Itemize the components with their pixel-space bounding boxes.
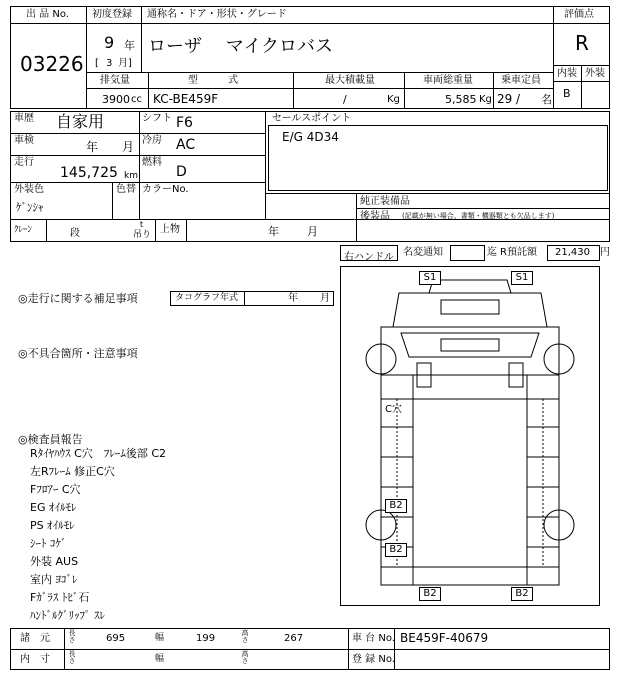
divider — [139, 111, 140, 182]
shift-value: F6 — [176, 115, 193, 131]
divider — [10, 182, 265, 183]
divider — [293, 72, 294, 109]
ac-label: 冷房 — [142, 135, 162, 146]
divider — [265, 193, 610, 194]
model-label: 型 式 — [188, 75, 238, 86]
gross-weight-unit: Kg — [479, 94, 492, 105]
length-label: 長さ — [68, 629, 76, 644]
divider — [155, 219, 156, 242]
vehicle-name: ローザ マイクロバス — [148, 36, 334, 57]
divider — [10, 155, 265, 156]
grade-label: 評価点 — [564, 9, 594, 20]
std-equipment-label: 純正装備品 — [360, 196, 410, 207]
max-load-label: 最大積載量 — [325, 75, 375, 86]
inner-height-label: 高さ — [241, 650, 249, 665]
sales-point-label: セールスポイント — [272, 113, 352, 124]
divider — [10, 649, 610, 650]
length-value: 695 — [106, 633, 126, 644]
first-reg-label: 初度登録 — [92, 9, 132, 20]
month-unit: 月] — [118, 58, 132, 69]
crane-hang: 吊り — [133, 230, 152, 240]
inspector-title: ◎検査員報告 — [18, 433, 83, 446]
mileage-label: 走行 — [14, 157, 34, 168]
divider — [86, 23, 553, 24]
report-line: ｼｰﾄ ｺｹﾞ — [30, 537, 67, 550]
displacement-label: 排気量 — [100, 75, 130, 86]
divider — [581, 65, 582, 109]
displacement: 3900 — [102, 93, 130, 106]
report-line: Fｶﾞﾗｽ ﾄﾋﾞ石 — [30, 591, 90, 604]
chassis-label: 車 台 No. — [352, 633, 395, 644]
history-value: 自家用 — [56, 112, 105, 131]
month-open: [ — [95, 58, 99, 69]
dims-label: 諸 元 — [20, 633, 50, 644]
aftermarket-note: (記載が無い場合、書類・機器類とも欠品します) — [402, 212, 555, 220]
capacity: 29 — [497, 92, 513, 106]
height-value: 267 — [284, 633, 304, 644]
max-load: / — [343, 93, 347, 106]
diagram-mark: C穴 — [385, 404, 402, 415]
capacity-unit: 名 — [541, 93, 552, 106]
divider — [10, 219, 356, 220]
crane-stage: 段 — [70, 228, 80, 239]
report-line: Rﾀｲﾔﾊｳｽ C穴 ﾌﾚｰﾑ後部 C2 — [30, 447, 166, 460]
model: KC-BE459F — [153, 92, 219, 106]
diagram-mark: B2 — [511, 587, 533, 601]
displacement-unit: cc — [131, 94, 142, 105]
report-line: 外装 AUS — [30, 555, 79, 568]
diagram-mark: B2 — [419, 587, 441, 601]
divider — [112, 182, 113, 219]
vehicle-diagram-frame — [340, 266, 600, 606]
tachograph-month-unit: 月 — [320, 293, 330, 304]
mileage-change-label: 迄 — [487, 247, 497, 258]
diagram-mark: B2 — [385, 499, 407, 513]
meter-change-box — [450, 245, 485, 261]
upper-label: 上物 — [160, 224, 180, 235]
divider — [553, 6, 554, 109]
supplement-title: ◎走行に関する補足事項 — [18, 292, 138, 305]
chassis-value: BE459F-40679 — [400, 631, 489, 645]
capacity-label: 乗車定員 — [501, 75, 541, 86]
lot-label: 出 品 No. — [26, 9, 69, 20]
width-value: 199 — [196, 633, 216, 644]
lot-number: 03226 — [20, 52, 84, 76]
divider — [139, 182, 140, 219]
divider — [86, 88, 553, 89]
divider — [86, 6, 87, 109]
diagram-mark: S1 — [419, 271, 441, 285]
fuel-label: 燃料 — [142, 157, 162, 168]
tachograph-year-unit: 年 — [288, 293, 298, 304]
sales-point: E/G 4D34 — [282, 130, 339, 144]
report-line: Fﾌﾛｱｰ C穴 — [30, 483, 81, 496]
gross-weight: 5,585 — [445, 93, 477, 106]
divider — [553, 23, 610, 24]
steering: 右ハンドル — [344, 252, 394, 263]
divider — [244, 291, 245, 306]
inner-dims-label: 内 寸 — [20, 654, 50, 665]
divider — [86, 72, 553, 73]
r-meter-value: 21,430 — [555, 247, 590, 258]
color-change-label: 色替 — [116, 184, 136, 195]
divider — [64, 628, 65, 670]
registration-label: 登 録 No. — [352, 654, 395, 665]
tachograph-label: タコグラフ年式 — [175, 293, 239, 303]
name-label: 通称名・ドア・形状・グレード — [147, 9, 287, 20]
height-label: 高さ — [241, 629, 249, 644]
exterior-label: 外装 — [585, 68, 605, 79]
report-line: 室内 ﾖｺﾞﾚ — [30, 573, 78, 586]
inspection-label: 車検 — [14, 135, 34, 146]
upper-year-unit: 年 — [268, 225, 279, 238]
divider — [356, 208, 610, 209]
report-line: EG ｵｲﾙﾓﾚ — [30, 501, 77, 514]
crane-t: t — [140, 220, 144, 229]
report-line: 左Rﾌﾚｰﾑ 修正C穴 — [30, 465, 115, 478]
inspection-month-unit: 月 — [122, 140, 135, 154]
first-reg-year: 9 — [104, 33, 115, 52]
year-unit: 年 — [124, 39, 135, 52]
defects-title: ◎不具合箇所・注意事項 — [18, 347, 138, 360]
divider — [265, 111, 266, 219]
bus-diagram — [341, 267, 599, 605]
divider — [148, 72, 149, 109]
divider — [10, 23, 87, 24]
r-meter-unit: 円 — [600, 247, 610, 258]
first-reg-month: 3 — [106, 58, 113, 69]
diagram-mark: S1 — [511, 271, 533, 285]
inspection-year-unit: 年 — [86, 140, 99, 154]
ac-value: AC — [176, 137, 196, 153]
r-meter-label: R預託額 — [500, 247, 537, 258]
meter-change-label: 名変通知 — [403, 247, 443, 258]
steering-chip — [340, 245, 398, 261]
divider — [10, 133, 265, 134]
history-label: 車歴 — [14, 113, 34, 124]
divider — [493, 72, 494, 109]
divider — [348, 628, 349, 670]
inner-length-label: 長さ — [68, 650, 76, 665]
gross-weight-label: 車両総重量 — [423, 75, 473, 86]
report-line: PS ｵｲﾙﾓﾚ — [30, 519, 75, 532]
aftermarket-label: 後装品 — [360, 211, 390, 222]
ext-color-value: ｹﾞﾝｼｬ — [16, 201, 44, 214]
fuel-value: D — [176, 164, 187, 180]
ext-color-label: 外装色 — [14, 184, 44, 195]
divider — [141, 6, 142, 72]
shift-label: シフト — [142, 113, 172, 124]
upper-month-unit: 月 — [307, 225, 318, 238]
divider — [46, 219, 47, 242]
mileage-unit: km — [124, 171, 138, 181]
color-no-label: カラーNo. — [142, 184, 189, 195]
inner-width-label: 幅 — [155, 654, 165, 664]
diagram-mark: B2 — [385, 543, 407, 557]
divider — [404, 72, 405, 109]
mileage-value: 145,725 — [60, 165, 118, 181]
interior-label: 内装 — [557, 68, 577, 79]
width-label: 幅 — [155, 633, 165, 643]
max-load-unit: Kg — [387, 94, 400, 105]
divider — [356, 193, 357, 242]
interior-grade: B — [563, 87, 571, 100]
capacity-slash: / — [516, 92, 521, 106]
crane-label: ｸﾚｰﾝ — [14, 225, 33, 235]
grade-value: R — [575, 31, 589, 55]
divider — [186, 219, 187, 242]
report-line: ﾊﾝﾄﾞﾙｸﾞﾘｯﾌﾟ ｽﾚ — [30, 609, 105, 622]
